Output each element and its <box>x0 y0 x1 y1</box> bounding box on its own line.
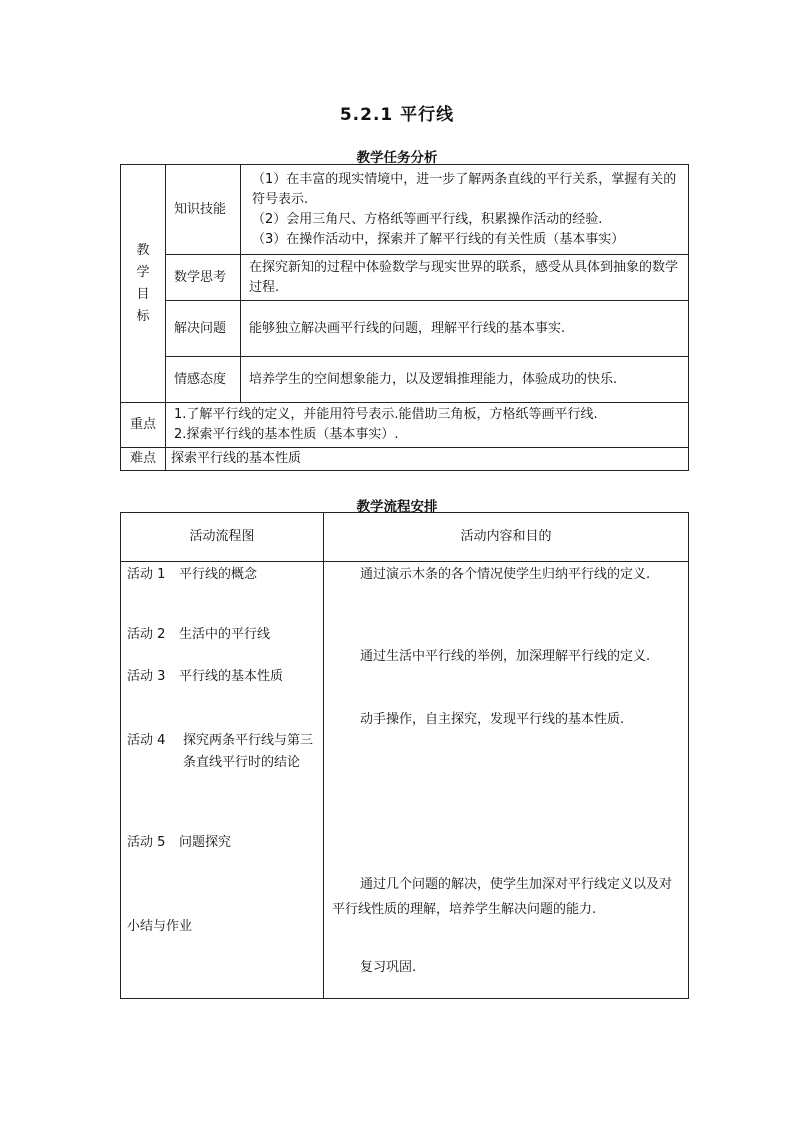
attitude-objective: 培养学生的空间想象能力，以及逻辑推理能力，体验成功的快乐. <box>241 357 689 403</box>
summary-homework: 小结与作业 <box>127 919 193 934</box>
objectives-label: 教 学 目 标 <box>121 165 166 403</box>
knowledge-item-1: （1）在丰富的现实情境中，进一步了解两条直线的平行关系，掌握有关的符号表示. <box>252 171 677 207</box>
category-problem-solving: 解决问题 <box>166 301 241 357</box>
content-3: 动手操作，自主探究，发现平行线的基本性质. <box>360 712 625 727</box>
activity-4: 活动 4 探究两条平行线与第三条直线平行时的结论 <box>127 733 314 770</box>
task-analysis-table <box>120 164 689 471</box>
flow-header-contents: 活动内容和目的 <box>324 513 689 562</box>
category-attitude: 情感态度 <box>166 357 241 403</box>
knowledge-item-2: （2）会用三角尺、方格纸等画平行线，积累操作活动的经验. <box>252 211 603 227</box>
content-5: 复习巩固. <box>360 960 417 975</box>
teaching-flow-table <box>120 512 689 999</box>
activity-5: 活动 5 问题探究 <box>127 835 232 850</box>
activity-contents <box>324 562 689 999</box>
activity-3: 活动 3 平行线的基本性质 <box>127 669 284 684</box>
problem-solving-objective: 能够独立解决画平行线的问题，理解平行线的基本事实. <box>241 301 689 357</box>
math-thinking-objective: 在探究新知的过程中体验数学与现实世界的联系，感受从具体到抽象的数学过程. <box>241 255 689 301</box>
content-2: 通过生活中平行线的举例，加深理解平行线的定义. <box>360 649 651 664</box>
key-point-2: 2.探索平行线的基本性质（基本事实）. <box>174 427 399 442</box>
key-points <box>166 403 689 448</box>
category-knowledge: 知识技能 <box>166 165 241 255</box>
flow-header-activities: 活动流程图 <box>121 513 324 562</box>
page-title: 5.2.1 平行线 <box>339 105 455 125</box>
category-math-thinking: 数学思考 <box>166 255 241 301</box>
knowledge-item-3: （3）在操作活动中，探索并了解平行线的有关性质（基本事实） <box>252 231 625 247</box>
content-4: 通过几个问题的解决，使学生加深对平行线定义以及对平行线性质的理解，培养学生解决问题的能力. <box>332 877 673 917</box>
difficulty-label: 难点 <box>121 448 166 471</box>
key-points-label: 重点 <box>121 403 166 448</box>
task-analysis-caption: 教学任务分析 <box>356 150 438 166</box>
knowledge-objectives <box>241 165 689 255</box>
key-point-1: 1.了解平行线的定义，并能用符号表示.能借助三角板，方格纸等画平行线. <box>174 407 598 422</box>
difficulty-text: 探索平行线的基本性质 <box>166 448 689 471</box>
flow-caption: 教学流程安排 <box>356 499 438 515</box>
activity-list <box>121 562 324 999</box>
activity-1: 活动 1 平行线的概念 <box>127 567 258 582</box>
activity-2: 活动 2 生活中的平行线 <box>127 627 271 642</box>
content-1: 通过演示木条的各个情况使学生归纳平行线的定义. <box>360 567 651 582</box>
